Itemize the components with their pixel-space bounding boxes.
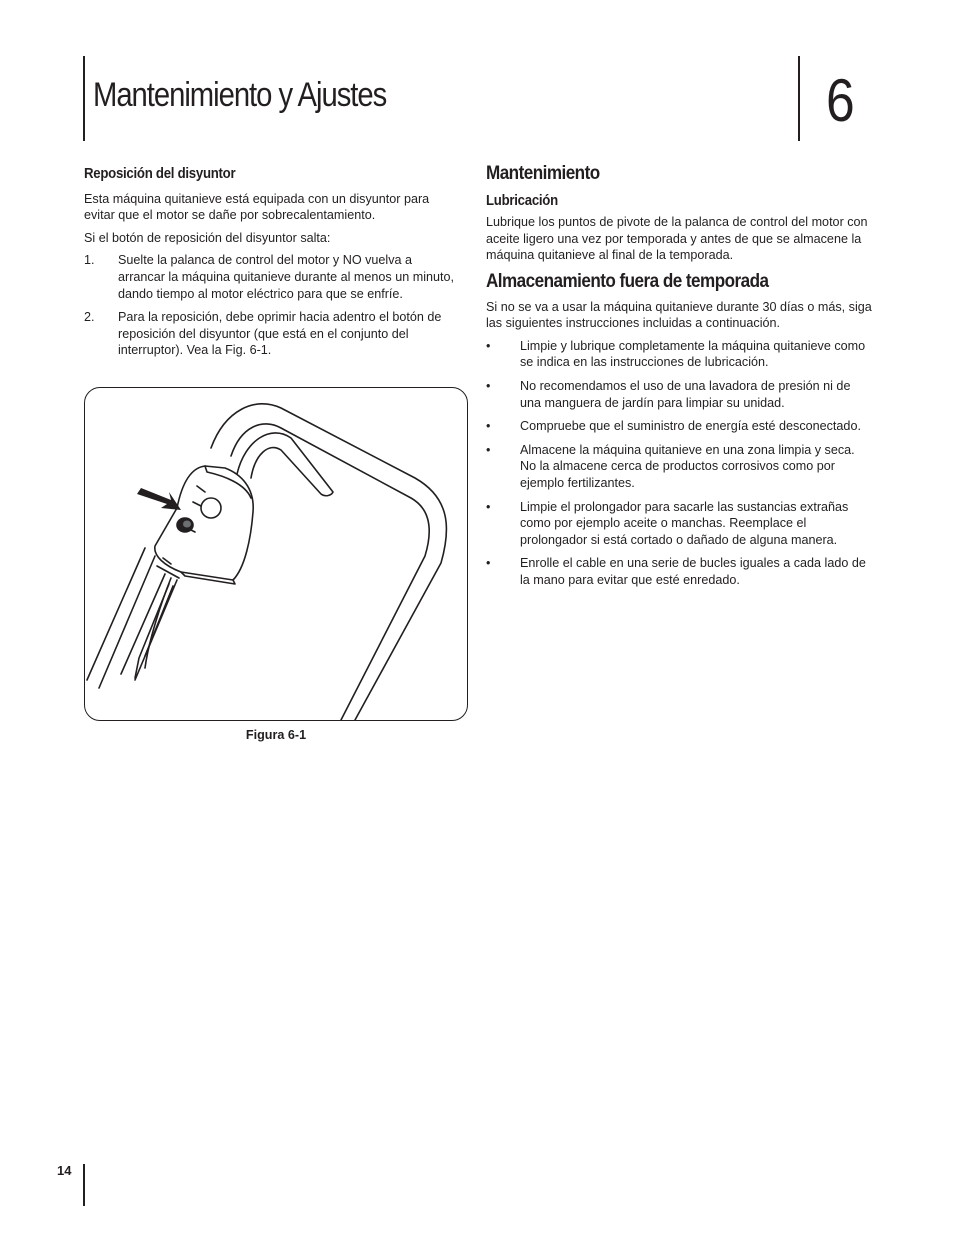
left-column bbox=[84, 166, 456, 359]
list-item bbox=[84, 252, 456, 302]
bullet-marker: • bbox=[486, 338, 491, 353]
subsection-title-lubrication: Lubricación bbox=[486, 191, 558, 209]
bullet-marker: • bbox=[486, 499, 491, 514]
list-item bbox=[486, 499, 874, 549]
page-number: 14 bbox=[57, 1163, 72, 1178]
reset-condition: Si el botón de reposición del disyuntor salta: bbox=[84, 230, 331, 245]
figure-6-1 bbox=[84, 387, 468, 721]
reset-intro: Esta máquina quitanieve está equipada con un disyuntor para evitar que el motor se dañe por sobrecalentamiento. bbox=[84, 191, 430, 223]
section-title-reset: Reposición del disyuntor bbox=[84, 165, 236, 182]
list-item bbox=[486, 418, 874, 435]
list-text: Limpie el prolongador para sacarle las sustancias extrañas como por ejemplo aceite o manchas. Reemplace el prolongador si está cortado o dañado de alguna manera. bbox=[520, 499, 849, 547]
list-item bbox=[84, 309, 456, 359]
title-rule bbox=[83, 56, 85, 141]
list-item bbox=[486, 378, 874, 411]
list-text: Almacene la máquina quitanieve en una zona limpia y seca. No la almacene cerca de productos corrosivos como por ejemplo fertilizantes. bbox=[520, 442, 855, 490]
bullet-marker: • bbox=[486, 378, 491, 393]
snow-thrower-handle-illustration bbox=[85, 388, 468, 721]
figure-caption: Figura 6-1 bbox=[245, 728, 307, 742]
list-marker: 1. bbox=[84, 253, 95, 268]
list-item bbox=[486, 442, 874, 492]
lubrication-text: Lubrique los puntos de pivote de la palanca de control del motor con aceite ligero una vez por temporada y antes de que se almacene la máquina quitanieve al final de la temporada. bbox=[486, 215, 868, 263]
list-item bbox=[486, 338, 874, 371]
list-text: Para la reposición, debe oprimir hacia adentro el botón de reposición del disyuntor (que está en el conjunto del interruptor). Vea la Fig. 6-1. bbox=[118, 310, 442, 358]
list-item bbox=[486, 555, 874, 588]
list-text: Limpie y lubrique completamente la máquina quitanieve como se indica en las instrucciones de lubricación. bbox=[520, 338, 866, 370]
list-marker: 2. bbox=[84, 310, 95, 325]
list-text: Compruebe que el suministro de energía esté desconectado. bbox=[520, 419, 861, 434]
chapter-rule bbox=[798, 56, 800, 141]
list-text: Suelte la palanca de control del motor y NO vuelva a arrancar la máquina quitanieve durante al menos un minuto, dando tiempo al motor eléctrico para que se enfríe. bbox=[118, 253, 455, 301]
footer-rule bbox=[83, 1164, 85, 1206]
bullet-marker: • bbox=[486, 556, 491, 571]
section-title-maintenance: Mantenimiento bbox=[486, 163, 600, 184]
list-text: No recomendamos el uso de una lavadora de presión ni de una manguera de jardín para limpiar su unidad. bbox=[520, 378, 851, 410]
section-title-storage: Almacenamiento fuera de temporada bbox=[486, 270, 769, 292]
bullet-marker: • bbox=[486, 419, 491, 434]
page-title: Mantenimiento y Ajustes bbox=[93, 76, 387, 114]
bullet-marker: • bbox=[486, 442, 491, 457]
storage-intro: Si no se va a usar la máquina quitanieve durante 30 días o más, siga las siguientes instrucciones incluidas a continuación. bbox=[486, 299, 872, 331]
list-text: Enrolle el cable en una serie de bucles iguales a cada lado de la mano para evitar que esté enredado. bbox=[520, 556, 866, 587]
pointer-arrow-icon bbox=[137, 488, 181, 510]
right-column bbox=[486, 163, 874, 588]
chapter-number: 6 bbox=[826, 67, 854, 134]
